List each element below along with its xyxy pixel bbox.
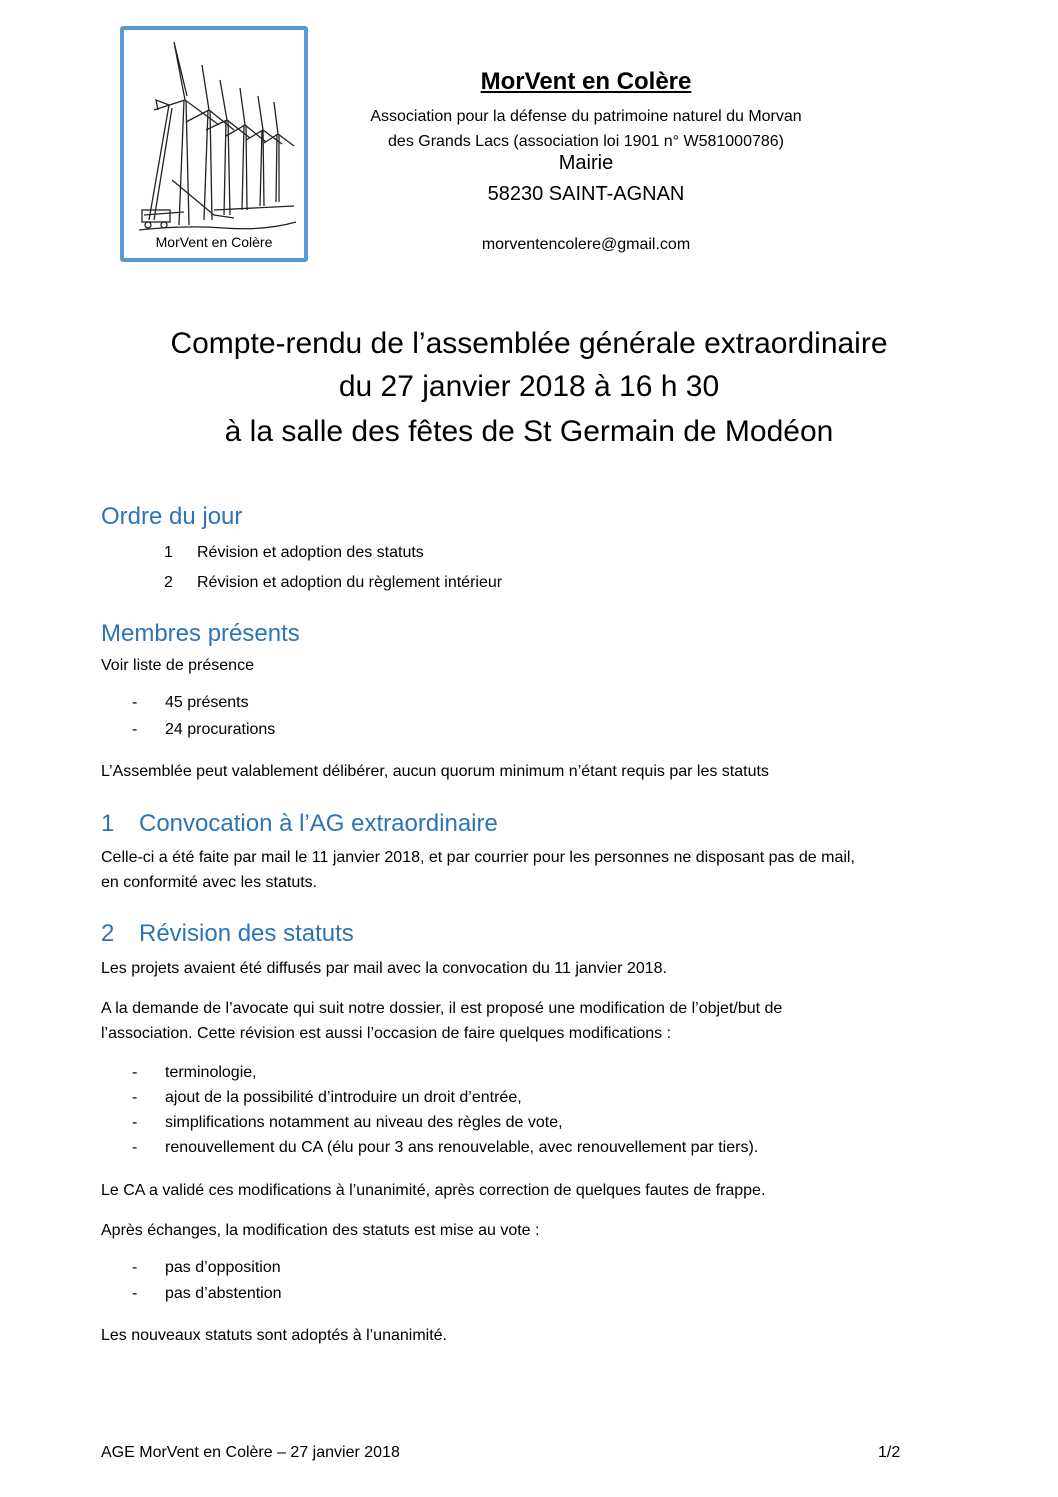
list-item-text: 24 procurations (165, 721, 276, 738)
association-description (330, 104, 842, 154)
section1-paragraph (101, 845, 855, 895)
heading-ordre-du-jour: Ordre du jour (101, 503, 243, 530)
list-item-text: simplifications notamment au niveau des règles de vote, (165, 1114, 563, 1131)
section-number: 2 (101, 920, 115, 947)
list-item-text: 45 présents (165, 694, 249, 711)
list-dash: - (132, 1114, 138, 1131)
section-number: 1 (101, 810, 115, 837)
section2-paragraph-4: Après échanges, la modification des statuts est mise au vote : (101, 1222, 540, 1239)
section2-paragraph-2 (101, 996, 782, 1046)
agenda-item-text: Révision et adoption des statuts (197, 544, 424, 561)
agenda-item-number: 1 (164, 544, 173, 561)
paragraph-line: l’association. Cette révision est aussi l’occasion de faire quelques modifications : (101, 1025, 672, 1042)
list-item-text: renouvellement du CA (élu pour 3 ans renouvelable, avec renouvellement par tiers). (165, 1139, 759, 1156)
paragraph-line: en conformité avec les statuts. (101, 874, 318, 891)
list-dash: - (132, 1064, 138, 1081)
section-title: Convocation à l’AG extraordinaire (139, 810, 498, 837)
document-title-line-2: du 27 janvier 2018 à 16 h 30 (338, 370, 720, 403)
wind-turbines-drawing (124, 30, 304, 258)
footer-label: AGE MorVent en Colère – 27 janvier 2018 (101, 1444, 400, 1461)
section-title: Révision des statuts (139, 920, 354, 947)
section2-paragraph-5: Les nouveaux statuts sont adoptés à l’unanimité. (101, 1327, 447, 1344)
paragraph-line: A la demande de l’avocate qui suit notre dossier, il est proposé une modification de l’objet/but de (101, 1000, 783, 1017)
heading-section-2 (101, 920, 354, 948)
list-dash: - (132, 1139, 138, 1156)
address-line-2: 58230 SAINT-AGNAN (487, 183, 685, 205)
list-item-text: pas d’opposition (165, 1259, 281, 1276)
list-dash: - (132, 1285, 138, 1302)
agenda-item-number: 2 (164, 574, 173, 591)
list-dash: - (132, 1089, 138, 1106)
paragraph-line: Celle-ci a été faite par mail le 11 janvier 2018, et par courrier pour les personnes ne disposant pas de mail, (101, 849, 855, 866)
heading-membres-presents: Membres présents (101, 620, 300, 647)
membres-intro: Voir liste de présence (101, 657, 254, 674)
address-line-1: Mairie (558, 152, 614, 174)
list-item-text: terminologie, (165, 1064, 257, 1081)
list-dash: - (132, 694, 138, 711)
heading-section-1 (101, 810, 498, 838)
agenda-item-text: Révision et adoption du règlement intérieur (197, 574, 503, 591)
section2-paragraph-3: Le CA a validé ces modifications à l’unanimité, après correction de quelques fautes de frappe. (101, 1182, 766, 1199)
association-email: morventencolere@gmail.com (481, 236, 691, 253)
section2-paragraph-1: Les projets avaient été diffusés par mail avec la convocation du 11 janvier 2018. (101, 960, 667, 977)
description-line-1: Association pour la défense du patrimoine naturel du Morvan (370, 108, 802, 125)
membres-note: L’Assemblée peut valablement délibérer, aucun quorum minimum n’étant requis par les statuts (101, 763, 769, 780)
list-dash: - (132, 721, 138, 738)
list-item-text: ajout de la possibilité d’introduire un droit d’entrée, (165, 1089, 522, 1106)
association-logo (120, 26, 308, 262)
document-title-line-3: à la salle des fêtes de St Germain de Modéon (224, 415, 834, 448)
list-dash: - (132, 1259, 138, 1276)
page-number: 1/2 (878, 1444, 901, 1461)
document-title-line-1: Compte-rendu de l’assemblée générale extraordinaire (170, 327, 888, 360)
list-item-text: pas d’abstention (165, 1285, 282, 1302)
logo-caption: MorVent en Colère (155, 234, 273, 250)
description-line-2: des Grands Lacs (association loi 1901 n° W581000786) (388, 133, 784, 150)
association-name: MorVent en Colère (480, 68, 692, 95)
